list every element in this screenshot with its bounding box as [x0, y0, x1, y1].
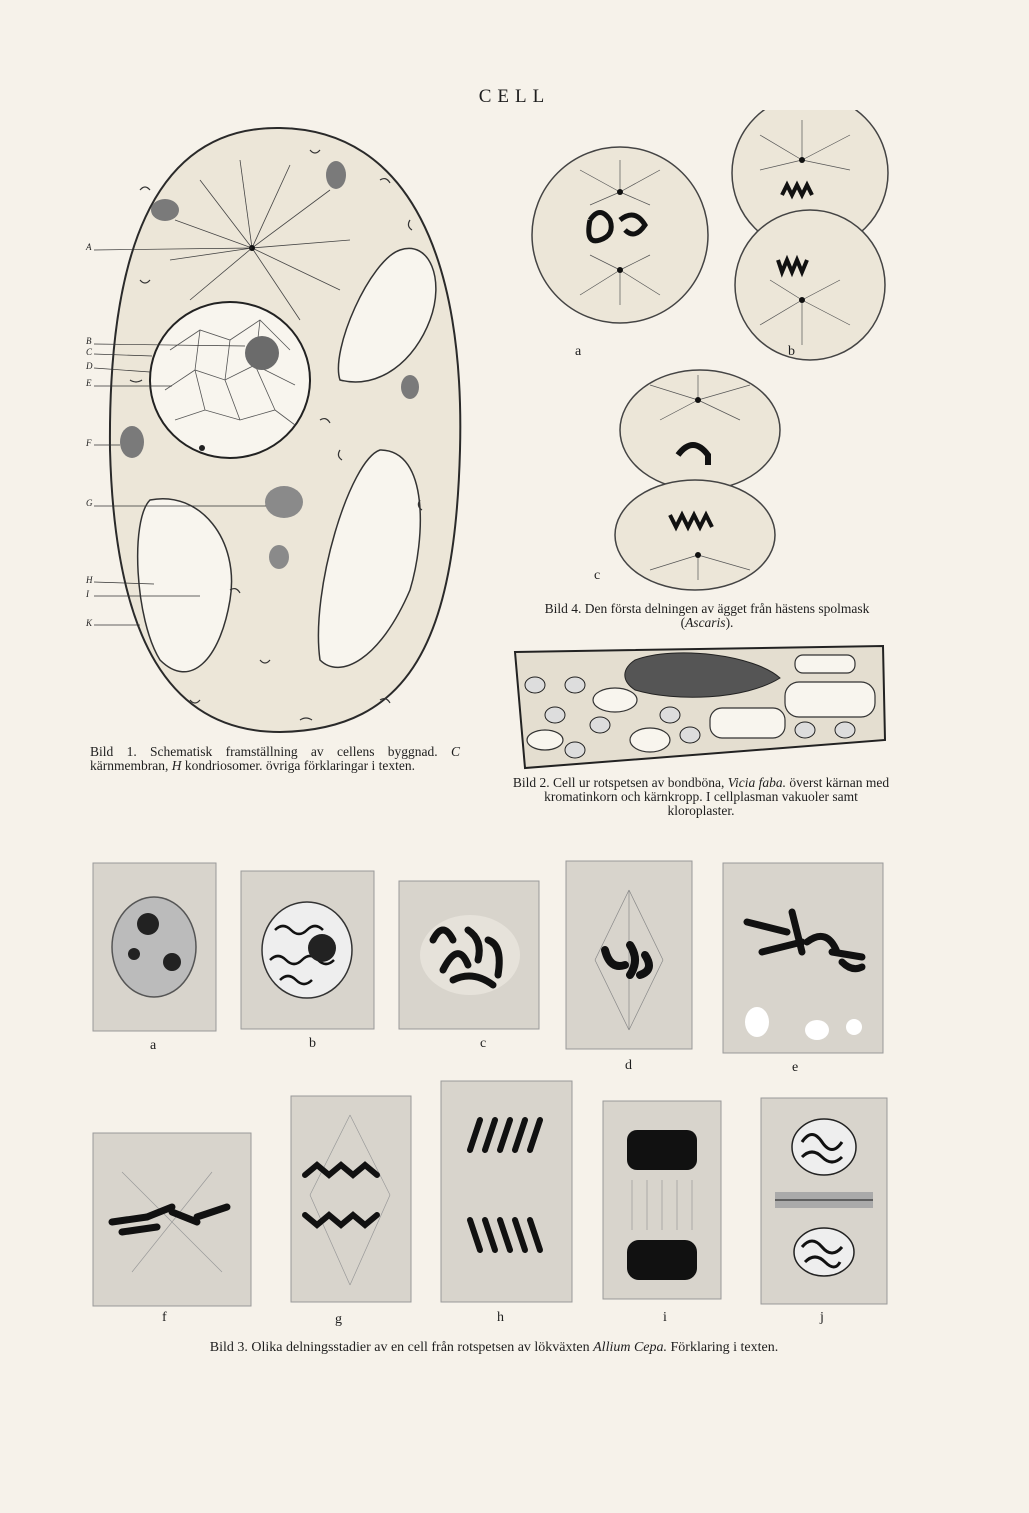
bild3-label-h: h [497, 1310, 504, 1325]
bild3-panel-g [290, 1095, 412, 1303]
bild1-label-b: B [86, 336, 92, 346]
bild1-caption-h: H [171, 758, 182, 773]
bild3-label-f: f [162, 1310, 167, 1325]
bild1-figure [80, 120, 470, 740]
bild1-cell-drawing [80, 120, 470, 740]
bild2-caption-text: Cell ur rotspetsen av bondböna, [553, 775, 725, 790]
bild1-label-h: H [86, 575, 93, 585]
bild3-caption-end: Förklaring i texten. [670, 1340, 779, 1355]
bild3-label-c: c [480, 1036, 487, 1051]
bild3-panel-b [240, 870, 375, 1030]
bild1-label-c: C [86, 347, 93, 357]
bild4-caption-italic: Ascaris [685, 615, 726, 630]
bild1-label-e: E [86, 378, 92, 388]
bild1-label-d: D [86, 361, 93, 371]
bild2-cell-drawing [505, 640, 890, 770]
bild3-caption-prefix: Bild 3. [209, 1340, 248, 1355]
bild3-panel-d [565, 860, 693, 1050]
bild3-label-e: e [792, 1060, 799, 1075]
bild1-label-i: I [86, 589, 89, 599]
bild3-panel-a [92, 862, 217, 1032]
bild1-label-a: A [86, 242, 92, 252]
bild4-sublabel-c: c [594, 568, 601, 583]
bild3-label-i: i [663, 1310, 667, 1325]
bild2-caption-prefix: Bild 2. [512, 775, 550, 790]
bild3-label-a: a [150, 1038, 157, 1053]
bild4-figure [520, 110, 900, 600]
bild4-caption-end: ). [725, 615, 734, 630]
bild3-caption [97, 1340, 891, 1355]
bild3-label-d: d [625, 1058, 632, 1073]
bild1-caption-prefix: Bild 1. [90, 744, 137, 759]
bild4-caption-text: Den första delningen av ägget från hästens spolmask ( [584, 601, 870, 630]
bild3-panel-f [92, 1132, 252, 1307]
bild1-caption-c: C [451, 744, 461, 759]
bild2-caption-italic: Vicia faba. [727, 775, 786, 790]
bild3-panel-e [722, 862, 884, 1054]
bild3-label-j: j [820, 1310, 824, 1325]
bild1-caption [90, 745, 460, 773]
bild1-label-f: F [86, 438, 92, 448]
bild2-caption-rest: överst kärnan med kromatinkorn och kärnkropp. I cellplasman vakuoler samt kloroplaster. [544, 775, 890, 818]
bild2-caption [512, 776, 890, 818]
bild3-caption-text: Olika delningsstadier av en cell från rotspetsen av lökväxten [251, 1340, 590, 1355]
bild3-panel-j [760, 1097, 888, 1305]
bild1-label-g: G [86, 498, 93, 508]
bild1-caption-part2: kärnmembran, [90, 758, 169, 773]
bild4-sublabel-a: a [575, 344, 582, 359]
bild3-caption-italic: Allium Cepa. [593, 1340, 668, 1355]
bild4-caption [527, 602, 887, 630]
bild1-caption-part1: Schematisk framställning av cellens byggnad. [150, 744, 438, 759]
bild2-figure [505, 640, 890, 770]
bild1-label-k: K [86, 618, 93, 628]
bild4-sublabel-b: b [788, 344, 795, 359]
bild4-caption-prefix: Bild 4. [544, 601, 582, 616]
bild3-panel-h [440, 1080, 573, 1303]
bild3-label-b: b [309, 1036, 316, 1051]
bild3-label-g: g [335, 1312, 342, 1327]
page-title: CELL [478, 86, 551, 107]
bild3-panel-i [602, 1100, 722, 1300]
bild1-caption-part3: kondriosomer. övriga förklaringar i texten. [184, 758, 416, 773]
bild3-panel-c [398, 880, 540, 1030]
